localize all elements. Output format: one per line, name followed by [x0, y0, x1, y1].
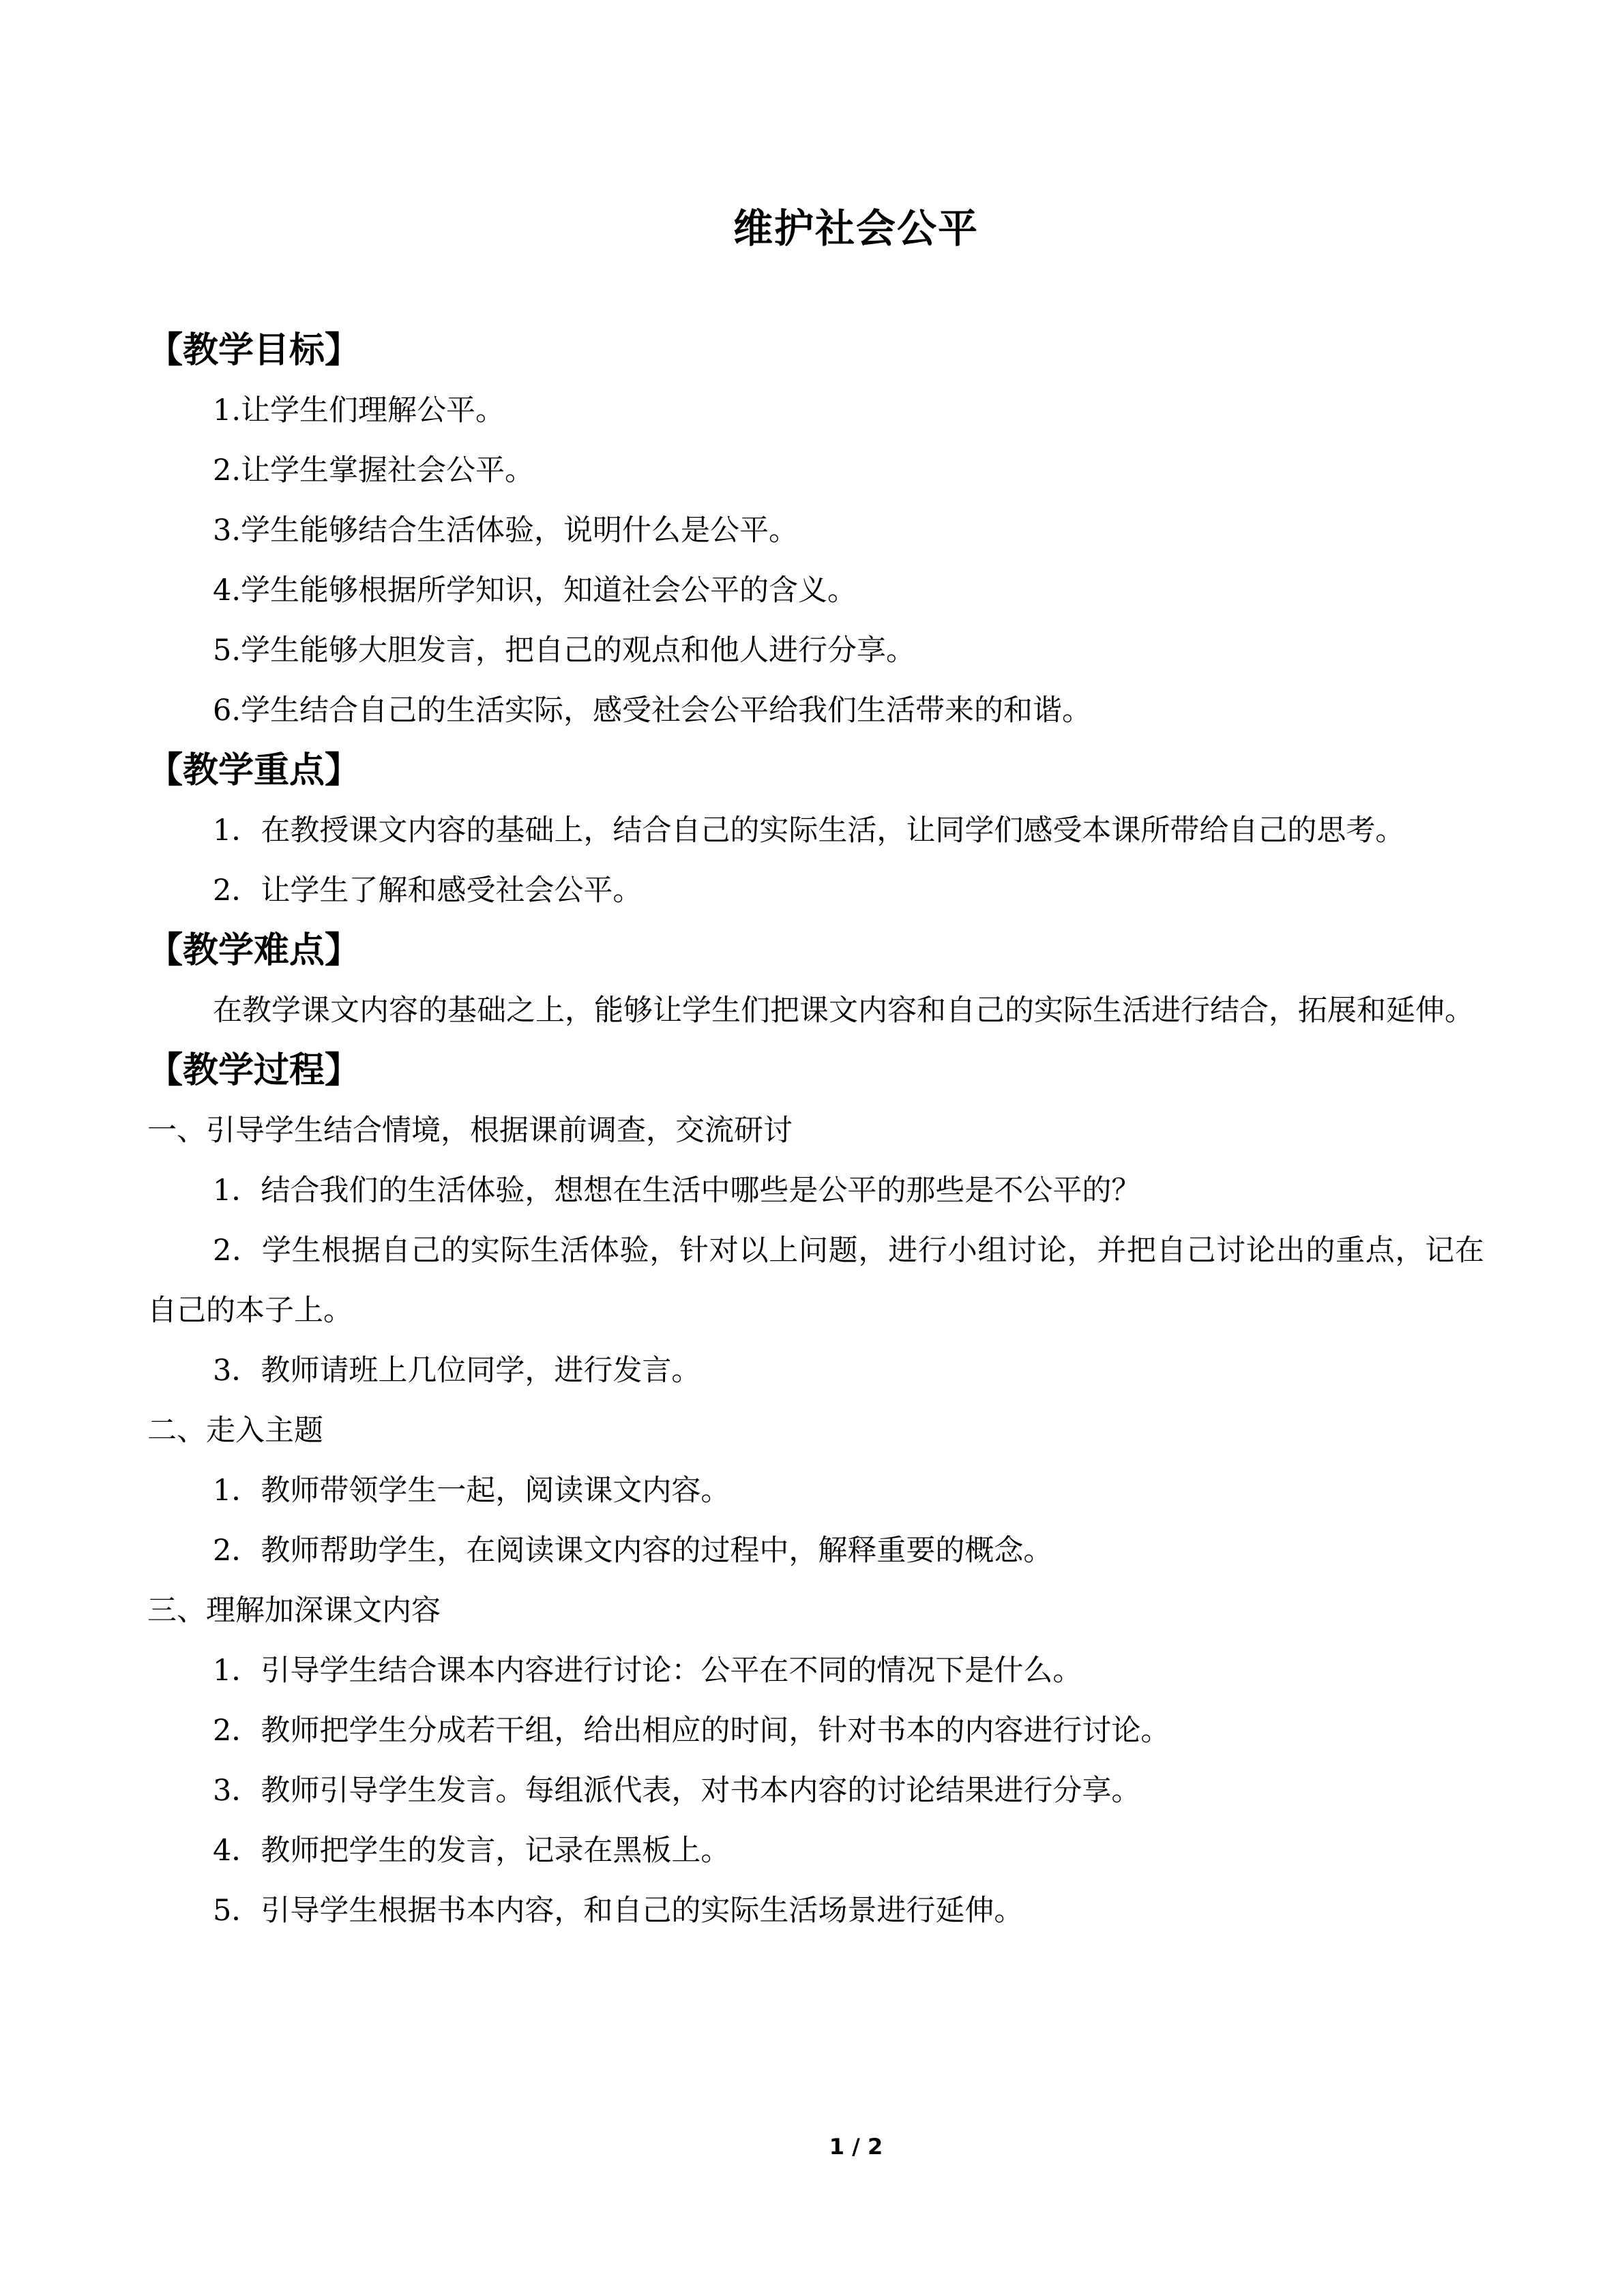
process-part-title: 二、走入主题: [147, 1414, 323, 1448]
process-step: 2．学生根据自己的实际生活体验，针对以上问题，进行小组讨论，并把自己讨论出的重点，记在自己的本子上。: [147, 1234, 1484, 1328]
section-heading-objectives: 【教学目标】: [147, 330, 361, 371]
section-heading-key-points: 【教学重点】: [147, 750, 361, 791]
process-step: 1．结合我们的生活体验，想想在生活中哪些是公平的那些是不公平的？: [213, 1174, 1141, 1208]
process-step: 5．引导学生根据书本内容，和自己的实际生活场景进行延伸。: [213, 1894, 1024, 1928]
difficulty-item: 在教学课文内容的基础之上，能够让学生们把课文内容和自己的实际生活进行结合，拓展和延伸。: [213, 994, 1474, 1028]
process-part-title: 一、引导学生结合情境，根据课前调查，交流研讨: [147, 1114, 793, 1148]
objective-item: 5.学生能够大胆发言，把自己的观点和他人进行分享。: [213, 633, 916, 668]
objective-item: 4.学生能够根据所学知识，知道社会公平的含义。: [213, 573, 857, 608]
document-title: 维护社会公平: [733, 205, 979, 252]
page-number: 1 / 2: [829, 2134, 883, 2160]
process-step: 2．教师帮助学生，在阅读课文内容的过程中，解释重要的概念。: [213, 1534, 1053, 1568]
process-step: 4．教师把学生的发言，记录在黑板上。: [213, 1834, 730, 1868]
process-step: 1．教师带领学生一起，阅读课文内容。: [213, 1474, 730, 1508]
objective-item: 3.学生能够结合生活体验，说明什么是公平。: [213, 513, 799, 548]
process-step: 1．引导学生结合课本内容进行讨论：公平在不同的情况下是什么。: [213, 1654, 1082, 1688]
objective-item: 6.学生结合自己的生活实际，感受社会公平给我们生活带来的和谐。: [213, 694, 1092, 728]
process-step: 2．教师把学生分成若干组，给出相应的时间，针对书本的内容进行讨论。: [213, 1714, 1170, 1748]
key-point-item: 2．让学生了解和感受社会公平。: [213, 874, 643, 908]
process-step: 3．教师引导学生发言。每组派代表，对书本内容的讨论结果进行分享。: [213, 1774, 1141, 1808]
document-body: [147, 320, 1484, 1941]
section-heading-process: 【教学过程】: [147, 1050, 361, 1091]
process-part-title: 三、理解加深课文内容: [147, 1594, 441, 1628]
section-heading-difficulties: 【教学难点】: [147, 930, 361, 971]
objective-item: 2.让学生掌握社会公平。: [213, 453, 535, 488]
process-step: 3．教师请班上几位同学，进行发言。: [213, 1354, 701, 1388]
objective-item: 1.让学生们理解公平。: [213, 393, 505, 428]
key-point-item: 1．在教授课文内容的基础上，结合自己的实际生活，让同学们感受本课所带给自己的思考。: [213, 814, 1405, 848]
